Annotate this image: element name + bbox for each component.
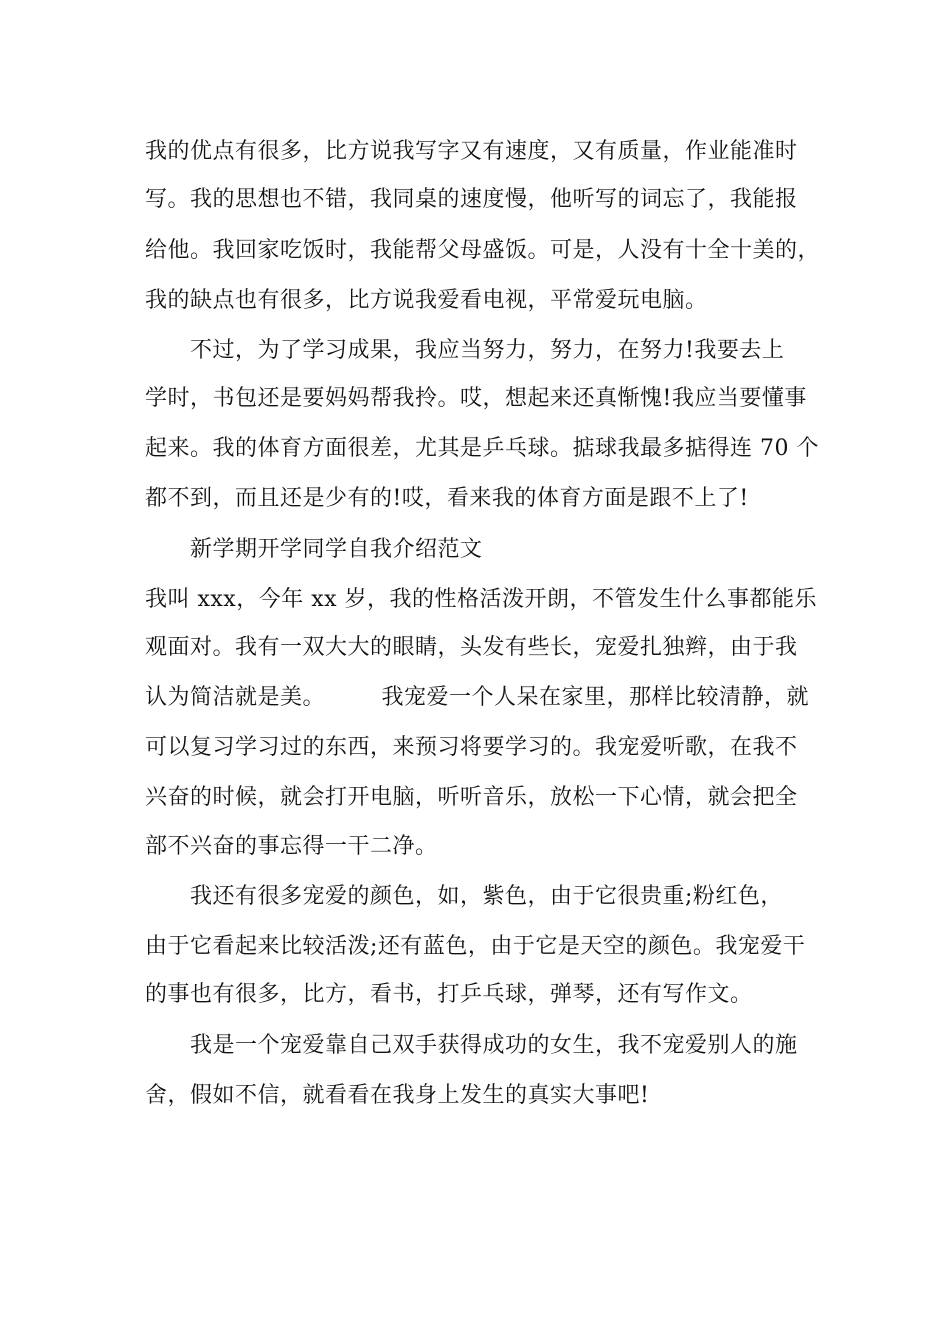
text-line: 我是一个宠爱靠自己双手获得成功的女生，我不宠爱别人的施 (145, 1033, 798, 1058)
text-line: 由于它看起来比较活泼;还有蓝色，由于它是天空的颜色。我宠爱干 (145, 934, 806, 959)
text-line: 学时，书包还是要妈妈帮我拎。哎，想起来还真惭愧!我应当要懂事 (145, 386, 807, 411)
text-line: 我的优点有很多，比方说我写字又有速度，又有质量，作业能准时 (145, 139, 798, 164)
text-line: 写。我的思想也不错，我同桌的速度慢，他听写的词忘了，我能报 (145, 187, 798, 212)
text-line: 我叫 xxx，今年 xx 岁，我的性格活泼开朗，不管发生什么事都能乐 (145, 587, 818, 612)
text-line: 认为简洁就是美。 我宠爱一个人呆在家里，那样比较清静，就 (145, 685, 810, 710)
text-line: 可以复习学习过的东西，来预习将要学习的。我宠爱听歌，在我不 (145, 735, 798, 760)
text-line: 都不到，而且还是少有的!哎，看来我的体育方面是跟不上了! (145, 486, 749, 511)
text-line: 我的缺点也有很多，比方说我爱看电视，平常爱玩电脑。 (145, 288, 708, 313)
text-line: 的事也有很多，比方，看书，打乒乓球，弹琴，还有写作文。 (145, 982, 753, 1007)
text-line: 给他。我回家吃饭时，我能帮父母盛饭。可是，人没有十全十美的， (145, 238, 821, 263)
text-line: 我还有很多宠爱的颜色，如，紫色，由于它很贵重;粉红色， (145, 884, 783, 909)
text-line: 兴奋的时候，就会打开电脑，听听音乐，放松一下心情，就会把全 (145, 785, 798, 810)
text-line: 舍，假如不信，就看看在我身上发生的真实大事吧! (145, 1083, 650, 1108)
text-line: 不过，为了学习成果，我应当努力，努力，在努力!我要去上 (145, 338, 785, 363)
section-heading: 新学期开学同学自我介绍范文 (145, 537, 483, 562)
text-line: 起来。我的体育方面很差，尤其是乒乓球。掂球我最多掂得连 70 个 (145, 436, 819, 461)
text-line: 观面对。我有一双大大的眼睛，头发有些长，宠爱扎独辫，由于我 (145, 635, 798, 660)
text-line: 部不兴奋的事忘得一干二净。 (145, 834, 438, 859)
